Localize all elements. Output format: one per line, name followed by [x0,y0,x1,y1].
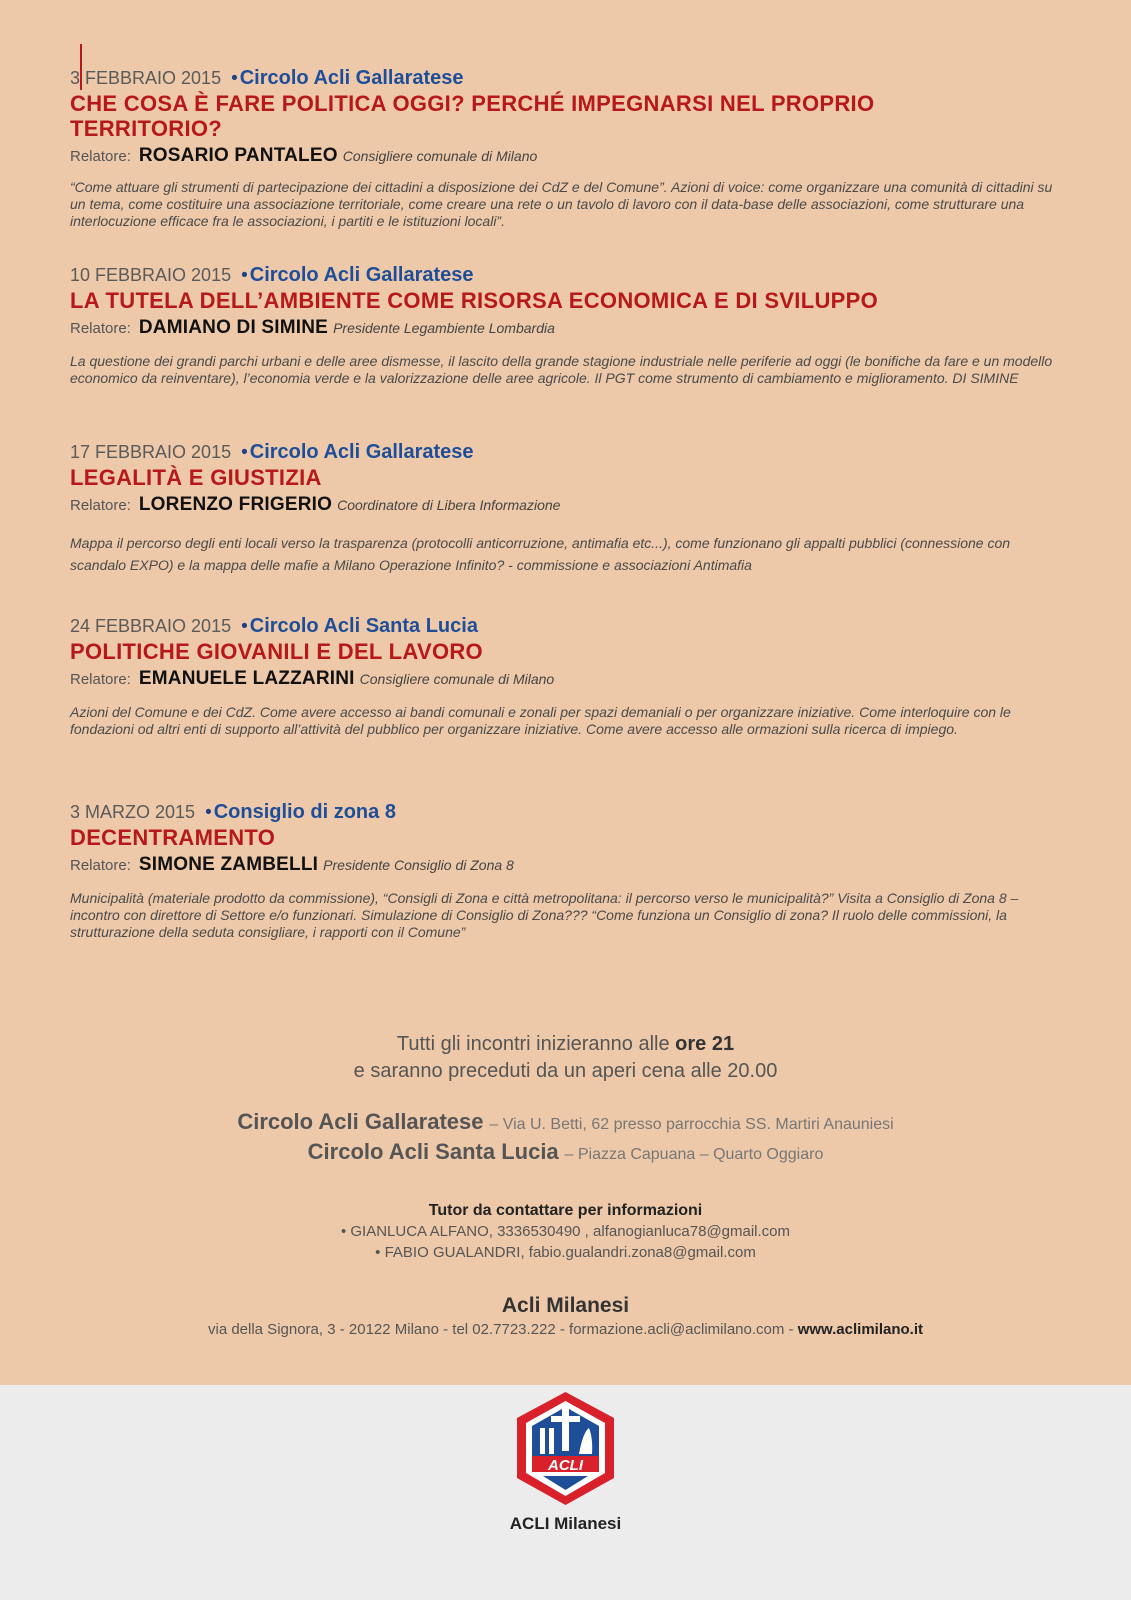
tutor-contact: • GIANLUCA ALFANO, 3336530490 , alfanogianluca78@gmail.com [340,1223,791,1240]
bullet: • [205,802,212,823]
event-header [70,441,1060,464]
event-date: 3 MARZO 2015 [70,802,196,822]
speaker-role: Coordinatore di Libera Informazione [337,497,561,513]
logo-caption: ACLI Milanesi [509,1514,622,1533]
tutors-title: Tutor da contattare per informazioni [428,1202,703,1219]
start-time: ore 21 [675,1033,735,1055]
speaker-label: Relatore: [70,148,131,165]
organization-address: via della Signora, 3 - 20122 Milano - tel 02.7723.222 - formazione.acli@aclimilano.com - [207,1321,794,1338]
acli-logo-icon [513,1390,618,1508]
speaker-name: EMANUELE LAZZARINI [138,668,355,689]
event-speaker [70,146,1060,167]
event-title: LEGALITÀ E GIUSTIZIA [70,465,322,490]
speaker-role: Consigliere comunale di Milano [342,148,538,164]
event-description: La questione dei grandi parchi urbani e delle aree dismesse, il lascito della grande stagione industriale nelle periferie ad oggi (le bonifiche da fare e un modello economico da reinventare), l’economia verde e la valorizzazione delle aree agricole. Il PGT come strumento di cambiamento e miglioramento. DI SIMINE [70,353,1053,386]
event-venue: Circolo Acli Gallaratese [239,67,464,89]
tutors [0,1200,1131,1263]
event-title: POLITICHE GIOVANILI E DEL LAVORO [70,639,483,664]
speaker-name: LORENZO FRIGERIO [138,494,333,515]
location-gallaratese [0,1108,1131,1138]
organization-info [0,1293,1131,1340]
tutor-contact: • FABIO GUALANDRI, fabio.gualandri.zona8@gmail.com [375,1244,756,1261]
location-address: – Via U. Betti, 62 presso parrocchia SS. Martiri Anauniesi [489,1116,894,1133]
event-description: “Come attuare gli strumenti di partecipazione dei cittadini a disposizione dei CdZ e del Comune”. Azioni di voice: come organizzare una comunità di cittadini su un tema, come costituire una associazione territoriale, come creare una rete o un tavolo di lavoro con il data-base delle associazioni, come strutturare una interlocuzione efficace fra le associazioni, i partiti e le istituzioni locali”. [70,179,1053,229]
event-speaker [70,669,1060,690]
event-2 [70,264,1060,387]
speaker-name: DAMIANO DI SIMINE [138,317,329,338]
event-header [70,801,1060,824]
organization-name: Acli Milanesi [501,1294,630,1317]
organization-website: www.aclimilano.it [797,1321,923,1338]
event-date: 24 FEBBRAIO 2015 [70,616,232,636]
event-description: Mappa il percorso degli enti locali verso la trasparenza (protocolli anticorruzione, antimafia etc...), come funzionano gli appalti pubblici (connessione con scandalo EXPO) e la mappa delle mafie a Milano Operazione Infinito? - commissione e associazioni Antimafia [70,535,1011,573]
event-header [70,67,1060,90]
event-speaker [70,495,1060,516]
speaker-role: Presidente Consiglio di Zona 8 [323,857,514,873]
bullet: • [241,616,248,637]
speaker-name: SIMONE ZAMBELLI [138,854,319,875]
logo-text: ACLI [548,1457,583,1474]
event-date: 10 FEBBRAIO 2015 [70,265,232,285]
start-time-text: Tutti gli incontri inizieranno alle [396,1033,670,1055]
event-title: LA TUTELA DELL’AMBIENTE COME RISORSA ECONOMICA E DI SVILUPPO [70,288,878,313]
event-speaker [70,855,1060,876]
event-speaker [70,318,1060,339]
schedule-info [0,1031,1131,1085]
bullet: • [241,442,248,463]
bullet: • [231,68,238,89]
event-title: CHE COSA È FARE POLITICA OGGI? PERCHÉ IMPEGNARSI NEL PROPRIO TERRITORIO? [70,91,875,141]
location-name: Circolo Acli Santa Lucia [307,1139,559,1164]
event-date: 17 FEBBRAIO 2015 [70,442,232,462]
location-santa-lucia [0,1138,1131,1168]
event-4 [70,615,1060,738]
event-venue: Circolo Acli Gallaratese [249,441,474,463]
speaker-label: Relatore: [70,497,131,514]
event-date: 3 FEBBRAIO 2015 [70,68,222,88]
speaker-label: Relatore: [70,671,131,688]
event-title: DECENTRAMENTO [70,825,276,850]
speaker-role: Presidente Legambiente Lombardia [333,320,555,336]
event-venue: Circolo Acli Gallaratese [249,264,474,286]
event-1 [70,67,1060,230]
bullet: • [241,265,248,286]
event-header [70,264,1060,287]
location-name: Circolo Acli Gallaratese [237,1109,484,1134]
dinner-time-line: e saranno preceduti da un aperi cena alle 20.00 [353,1060,778,1082]
event-3 [70,441,1060,576]
speaker-role: Consigliere comunale di Milano [359,671,555,687]
event-venue: Consiglio di zona 8 [213,801,396,823]
locations [0,1108,1131,1168]
start-time-line [0,1031,1131,1058]
speaker-label: Relatore: [70,320,131,337]
event-venue: Circolo Acli Santa Lucia [249,615,478,637]
speaker-name: ROSARIO PANTALEO [138,145,338,166]
event-description: Municipalità (materiale prodotto da commissione), “Consigli di Zona e città metropolitana: il percorso verso le municipalità?” Visita a Consiglio di Zona 8 – incontro con direttore di Settore e/o funzionari. Simulazione di Consiglio di Zona??? “Come funziona un Consiglio di zona? Il ruolo delle commissioni, la strutturazione della seduta consigliare, i rapporti con il Comune” [70,890,1019,940]
event-header [70,615,1060,638]
speaker-label: Relatore: [70,857,131,874]
location-address: – Piazza Capuana – Quarto Oggiaro [564,1146,824,1163]
event-5 [70,801,1060,941]
organization-address-line [0,1319,1131,1340]
event-description: Azioni del Comune e dei CdZ. Come avere accesso ai bandi comunali e zonali per spazi demaniali o per organizzare iniziative. Come interloquire con le fondazioni od altri enti di supporto all’attività del pubblico per organizzare iniziative. Come avere accesso alle ormazioni sulla ricerca di impiego. [70,704,1011,737]
